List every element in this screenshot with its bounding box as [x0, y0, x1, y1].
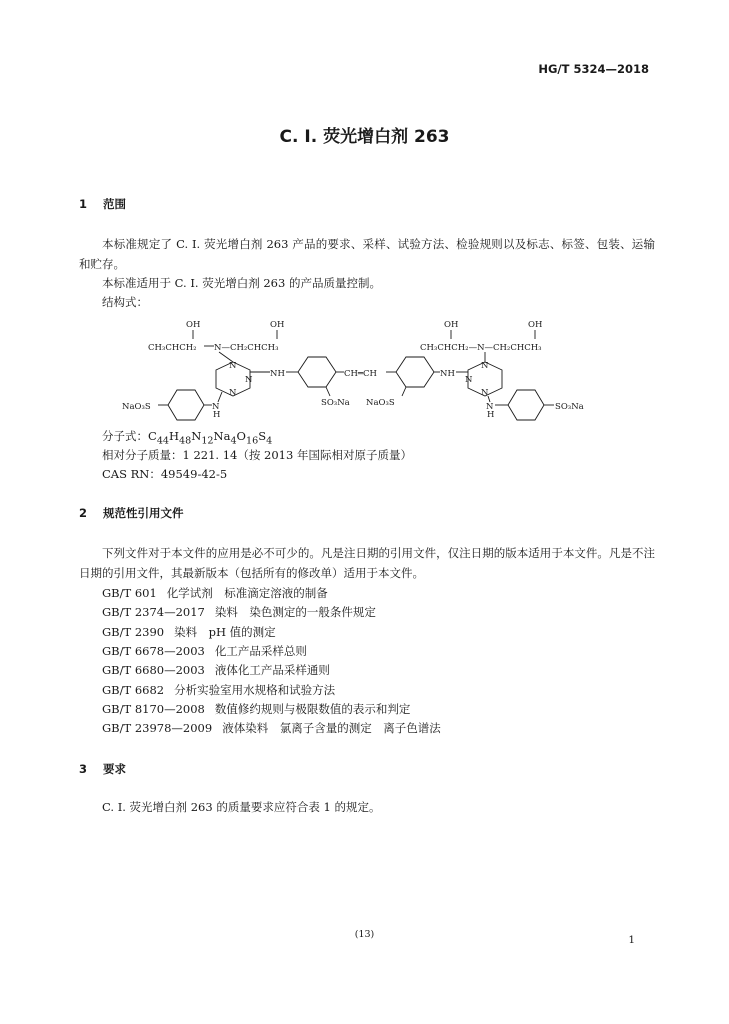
- oh-label: OH: [528, 320, 543, 330]
- reference-item: [102, 604, 376, 620]
- reference-title: 化工产品采样总则: [214, 644, 307, 658]
- reference-code: GB/T 601: [102, 586, 157, 600]
- subscript: 12: [201, 435, 214, 447]
- sulfonate-label: SO₃Na: [555, 402, 584, 412]
- reference-title: 液体染料 氯离子含量的测定 离子色谱法: [222, 721, 441, 735]
- benzene-ring: [298, 357, 336, 387]
- alkyl-label: CH₃CHCH₂—N—CH₂CHCH₃: [420, 343, 542, 353]
- ring-n: N: [486, 402, 494, 412]
- document-title: C. I. 荧光增白剂 263: [279, 127, 450, 147]
- reference-title: 染料 染色测定的一般条件规定: [214, 605, 376, 619]
- element-s: S: [258, 429, 267, 443]
- reference-code: GB/T 2374—2017: [102, 605, 205, 619]
- structure-label: 结构式：: [102, 295, 148, 309]
- reference-code: GB/T 2390: [102, 625, 165, 639]
- subscript: 44: [156, 435, 170, 447]
- reference-item: [102, 662, 330, 678]
- reference-item: [102, 585, 328, 601]
- cas-number: CAS RN：49549-42-5: [102, 467, 228, 481]
- reference-code: GB/T 6680—2003: [102, 663, 205, 677]
- ring-h: H: [213, 410, 221, 420]
- element-na: Na: [213, 429, 231, 443]
- scope-paragraph-2: 本标准适用于 C. I. 荧光增白剂 263 的产品质量控制。: [102, 276, 381, 290]
- ring-n: N: [481, 388, 489, 398]
- vinylene-label: CH═CH: [344, 369, 377, 379]
- benzene-ring: [168, 390, 204, 420]
- sulfonate-label: SO₃Na: [321, 398, 350, 408]
- reference-title: 数值修约规则与极限数值的表示和判定: [214, 702, 411, 716]
- ring-n: N: [212, 402, 220, 412]
- oh-label: OH: [186, 320, 201, 330]
- molecular-mass: 相对分子质量：1 221. 14（按 2013 年国际相对原子质量）: [102, 448, 412, 462]
- element-c: C: [148, 429, 157, 443]
- alkyl-label: N—CH₂CHCH₃: [214, 343, 279, 353]
- alkyl-label: CH₃CHCH₂: [148, 343, 197, 353]
- sulfonate-label: NaO₃S: [366, 398, 395, 408]
- element-h: H: [169, 429, 180, 443]
- section-number: 2: [79, 506, 88, 520]
- reference-title: 分析实验室用水规格和试验方法: [174, 683, 336, 697]
- ring-n: N: [229, 388, 237, 398]
- element-o: O: [236, 429, 246, 443]
- standard-code: HG/T 5324—2018: [538, 62, 649, 76]
- section-title: 范围: [103, 197, 126, 211]
- nh-label: NH: [270, 369, 285, 379]
- formula-label: 分子式：: [102, 429, 148, 443]
- reference-title: 液体化工产品采样通则: [214, 663, 330, 677]
- reference-item: [102, 643, 307, 659]
- subscript: 16: [245, 435, 259, 447]
- bond: [326, 387, 330, 396]
- benzene-ring: [508, 390, 544, 420]
- sulfonate-label: NaO₃S: [122, 402, 151, 412]
- reference-title: 化学试剂 标准滴定溶液的制备: [166, 586, 328, 600]
- normative-references-paragraph: 下列文件对于本文件的应用是必不可少的。凡是注日期的引用文件，仅注日期的版本适用于本文件。凡是不注日期的引用文件，其最新版本（包括所有的修改单）适用于本文件。: [79, 546, 655, 580]
- reference-item: [102, 701, 410, 717]
- page-number: 1: [628, 934, 635, 946]
- bond: [218, 392, 222, 402]
- section-1-heading: [79, 196, 126, 212]
- reference-item: [102, 624, 276, 640]
- reference-item: [102, 682, 335, 698]
- scope-paragraph-1: 本标准规定了 C. I. 荧光增白剂 263 产品的要求、采样、试验方法、检验规则以及标志、标签、包装、运输和贮存。: [79, 237, 655, 271]
- reference-code: GB/T 23978—2009: [102, 721, 213, 735]
- ring-n: N: [481, 361, 489, 371]
- section-title: 规范性引用文件: [103, 506, 184, 520]
- ring-h: H: [487, 410, 495, 420]
- structural-formula: [0, 310, 729, 425]
- reference-item: [102, 720, 441, 736]
- section-number: 3: [79, 762, 88, 776]
- section-3-heading: [79, 761, 126, 777]
- section-2-heading: [79, 505, 184, 521]
- ring-n: N: [229, 361, 237, 371]
- subscript: 48: [179, 435, 192, 447]
- oh-label: OH: [444, 320, 459, 330]
- nh-label: NH: [440, 369, 455, 379]
- section-number: 1: [79, 197, 88, 211]
- bond: [402, 387, 406, 396]
- oh-label: OH: [270, 320, 285, 330]
- reference-title: 染料 pH 值的测定: [174, 625, 276, 639]
- section-title: 要求: [103, 762, 126, 776]
- reference-code: GB/T 6678—2003: [102, 644, 205, 658]
- benzene-ring: [396, 357, 434, 387]
- ring-n: N: [245, 375, 253, 385]
- ring-n: N: [465, 375, 473, 385]
- footer-page-marker: (13): [354, 929, 375, 940]
- reference-code: GB/T 6682: [102, 683, 165, 697]
- reference-code: GB/T 8170—2008: [102, 702, 205, 716]
- requirements-paragraph: C. I. 荧光增白剂 263 的质量要求应符合表 1 的规定。: [102, 800, 381, 814]
- element-n: N: [191, 429, 202, 443]
- subscript: 4: [230, 435, 237, 447]
- subscript: 4: [266, 435, 273, 447]
